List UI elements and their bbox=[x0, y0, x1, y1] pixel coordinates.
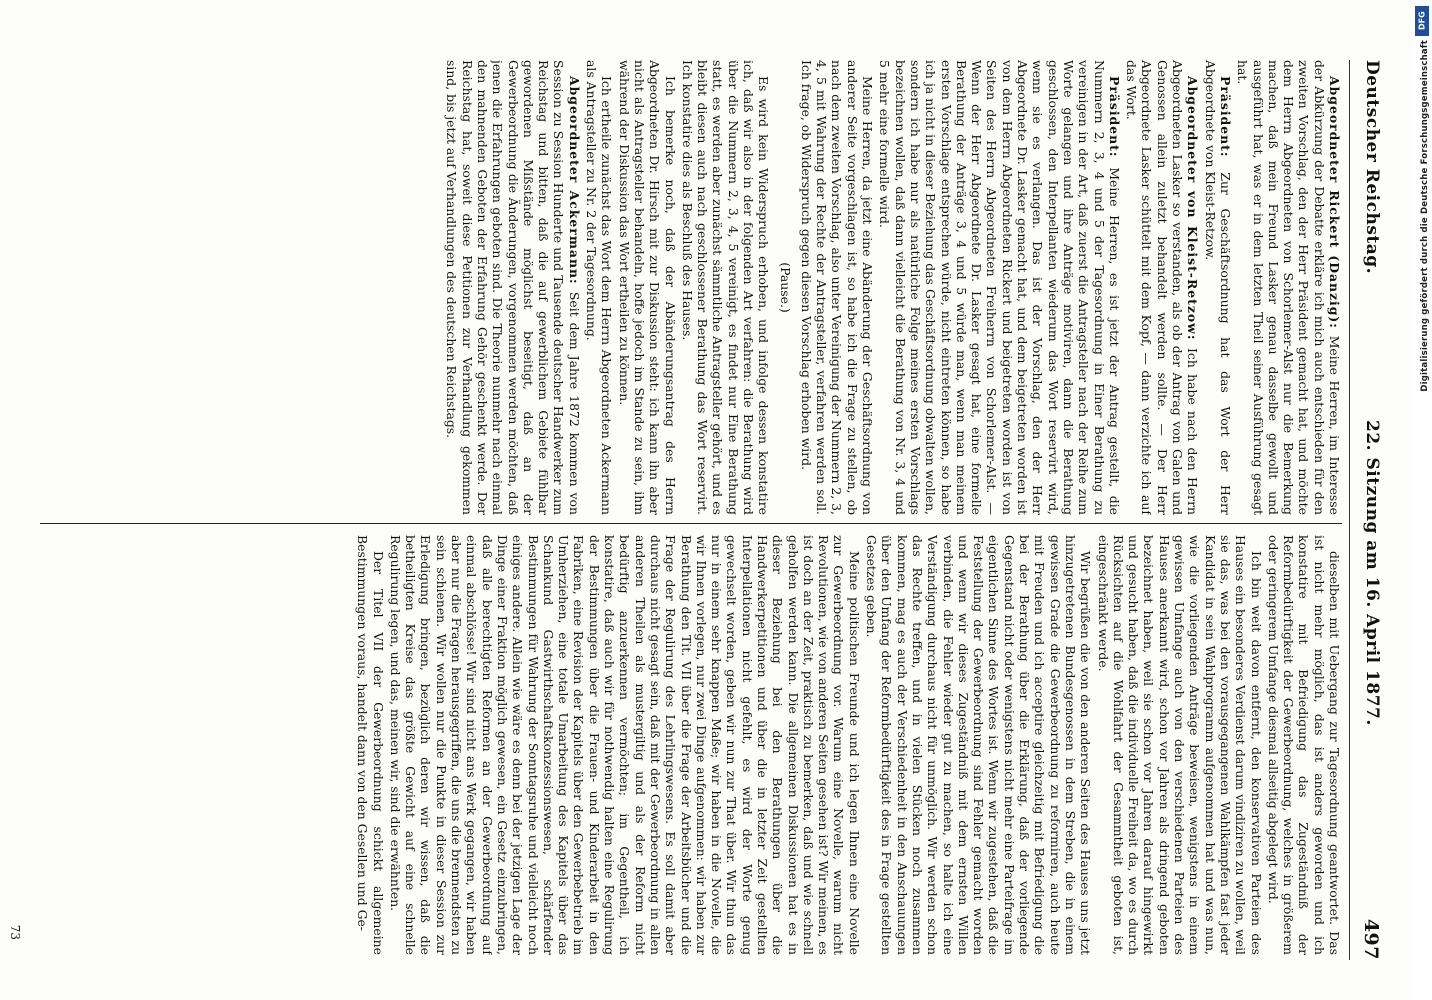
paragraph bbox=[444, 60, 582, 515]
paragraph bbox=[355, 535, 386, 955]
speaker-name: Präsident: bbox=[1217, 76, 1233, 173]
paragraph-text: dieselben mit Uebergang zur Tagesordnung geantwortet. Das ist nicht mehr möglich, das ist anders geworden und ich konstatire mit Befriedigung das Zugeständniß der Reformbedürftigkeit der Gewerbeordnung, welches in größerem oder geringerem Umfange diesmal allseitig abgelegt wird. bbox=[1265, 535, 1342, 955]
speaker-name: Abgeordneter Rickert (Danzig): bbox=[1327, 76, 1342, 336]
paragraph-text: Meine Herren, im Interesse der Abkürzung der Debatte erkläre ich mich auch entschieden für den zweiten Vorschlag, den der Herr Präsident gemacht hat, und möchte dem Herrn Abgeordneten von Schorlemer-Alst nur die Bemerkung machen, daß mein Freund Lasker genau dasselbe gewollt und ausgeführt hat, was er in dem letzten Theil seiner Ausführung gesagt hat. bbox=[1235, 60, 1342, 515]
left-column bbox=[30, 60, 1342, 515]
dfg-logo: DFG bbox=[1415, 6, 1429, 36]
paragraph-text: Der Titel VII der Gewerbeordnung schickt allgemeine Bestimmungen voraus, handelt dann von den Gesellen und Ge- bbox=[355, 535, 386, 955]
column-divider bbox=[40, 523, 1342, 524]
speaker-name: Abgeordneter von Kleist-Retzow: bbox=[1185, 76, 1201, 349]
paragraph-text: Ich bemerke noch, daß der Abänderungsantrag des Herrn Abgeordneten Dr. Hirsch mit zur Diskussion steht: ich kann ihn aber nicht als Antragsteller behandeln, hoffe jedoch im Stande zu sein, ihm während der Diskussion das Wort ertheilen zu können. bbox=[616, 60, 678, 515]
paragraph-text: Wir begrüßen die von den anderen Seiten des Hauses uns jetzt hinzugetretenen Bundesgenossen in dem Streben, die in einem gewissen Grade die Gewerbeordnung zu reformiren, auch heute mit Freuden und ich acceptire gleichzeitig mit Befriedigung die bei der Berathung über die Erklärung, daß der vorliegende Gegenstand nicht oder wenigstens nicht mehr eine Parteifrage im eigentlichen Sinne des Wortes ist. Wenn wir zugestehen, daß die Feststellung der Gewerbeordnung sind Fehler gemacht worden und wenn wir dieses Zugeständniß mit dem ernsten Willen verbinden, die Fehler wieder gut zu machen, so halte ich eine Verständigung durchaus nicht für unmöglich. Wir werden schon das Rechte treffen, und in vielen Stücken noch zusammen kommen, mag es auch der Verschiedenheit in den Anschauungen über den Umfang der Reformbedürftigkeit des in Frage gestellten Gesetzes geben. bbox=[864, 535, 1094, 955]
paragraph bbox=[799, 60, 875, 515]
speaker-name: Präsident: bbox=[1106, 76, 1122, 168]
paragraph bbox=[1202, 60, 1233, 515]
sheet-signature: 73 bbox=[8, 924, 22, 940]
paragraph-text: Zur Geschäftsordnung hat das Wort der Herr Abgeordnete von Kleist-Retzow. bbox=[1202, 60, 1233, 515]
paragraph bbox=[616, 60, 677, 515]
paragraph bbox=[680, 60, 772, 515]
paragraph-text: Ich habe nach den Herrn Abgeordneten Lasker so verstanden, als ob der Antrag von Galen und Genossen allein zuletzt behandelt werden sollte. — Der Herr Abgeordnete Lasker schüttelt mit dem Kopf, — dann verzichte ich auf das Wort. bbox=[1124, 60, 1201, 515]
right-column bbox=[30, 535, 1342, 955]
paragraph bbox=[777, 60, 792, 515]
session-title: 22. Sitzung am 16. April 1877. bbox=[1362, 420, 1382, 726]
dfg-label: Digitalisierung gefördert durch die Deutsche Forschungsgemeinschaft bbox=[1420, 40, 1430, 392]
paragraph bbox=[1266, 535, 1342, 955]
paragraph bbox=[864, 535, 1093, 955]
paragraph-text: Meine politischen Freunde und ich legen Ihnen eine Novelle zur Gewerbeordnung vor. Warum eine Novelle, warum nicht Revolutionen, wie von anderen Seiten gesehen ist? Wir meinen, es ist doch an der Zeit, praktisch zu bemerken, daß und wie schnell geholfen werden kann. Die allgemeinen Diskussionen hat es in dieser Beziehung bei den Berathungen über die Handwerkerpetitionen und über die in letzter Zeit gestellten Interpellationen nicht gefehlt, es wird der Worte genug gewechselt worden, geben wir nun zur That über. Wir thun das nur in einem sehr knappen Maße; wir haben in die Novelle, die wir Ihnen vorlegen, nur zwei Dinge aufgenommen: wir haben zur Berathung den Tit. VII über die Frage der Arbeitsbücher und die Frage der Regulirung des Lehrlingswesens. Es soll damit aber durchaus nicht gesagt sein, daß mit der Gewerbeordnung in allen anderen Theilen als mustergiltig und als der Reform nicht bedürftig anzuerkennen vermöchten; im Gegentheil, ich konstatire, daß auch wir für nothwendig halten eine Regulirung der Bestimmungen über die Frauen- und Kinderarbeit in den Fabriken, eine Revision der Kapitels über den Gewerbebetrieb im Umherziehen, eine totale Umarbeitung des Kapitels über das Schankund Gastwirthschaftskonzessionswesen, schärfender Bestimmungen für Wahrung der Sonntagsruhe und vielleicht noch einiges andere. Allein wie wäre es denn bei der jetzigen Lage der Dinge einer Fraktion möglich gewesen, ein Gesetz einzubringen, daß alle berechtigten Reformen an der Gewerbeordnung auf einmal abschlösse! Wir sind nicht ans Werk gegangen, wir haben aber nur die Fragen herausgegriffen, die uns die brennendsten zu sein schienen. Wir wollen nur die Punkte in dieser Session zur Erledigung bringen, bezüglich deren wir wissen, daß die betheiligten Kreise das größte Gewicht auf eine schnelle Regulirung legen, und das, meinen wir, sind die erwähnten. bbox=[387, 535, 862, 955]
page-number: 497 bbox=[1360, 918, 1382, 960]
paragraph-text: Seit dem Jahre 1872 kommen von Session zu Session Hunderte und Tausende deutscher Handwerker zum Reichstag und bitten, daß die auf gewerblichem Gebiete fühlbar gewordenen Mißstände möglichst beseitigt, daß an der Gewerbeordnung die Änderungen, vorgenommen werden möchten, daß jenen die Erfahrungen geboten sind. Die Theorie nunmehr nach einmal den mahnenden Geboten der Erfahrung Gehör geschenkt werde. Der Reichstag hat, soweit diese Petitionen zur Verhandlung gekommen sind, bis jetzt auf Verhandlungen des deutschen Reichstags. bbox=[444, 60, 582, 515]
paragraph-text: Meine Herren, es ist jetzt der Antrag gestellt, die Nummern 2, 3, 4 und 5 der Tagesordnung in Einer Berathung zu vereinigen in der Art, daß zuerst die Antragsteller nach der Reihe zum Worte gelangen und ihre Anträge motiviren, dann die Berathung geschlossen, den Interpellanten wiederum das Wort reservirt wird, wenn sie es verlangen. Das ist der Vorschlag, den der Herr Abgeordnete Dr. Lasker gemacht hat, und dem beigetreten worden ist von dem Herrn Abgeordneten Rickert und beigetreten worden ist von Seiten des Herrn Abgeordneten Freiherrn von Schorlemer-Alst. — Wenn der Herr Abgeordnete Dr. Lasker gesagt hat, eine formelle Berathung der Anträge 3, 4 und 5 würde man, wenn man meinem ersten Vorschlage entsprechen würde, nicht eintreten können, so habe ich ja nicht in dieser Beziehung das Geschäftsordnung obwalten wollen, sondern ich habe nur als natürliche Folge meines ersten Vorschlags bezeichnen wollen, daß dann vielleicht die Berathung von Nr. 3, 4 und 5 mehr eine formelle wird. bbox=[877, 60, 1122, 515]
page-header bbox=[1350, 60, 1390, 960]
dfg-strip bbox=[1410, 0, 1432, 1000]
paragraph bbox=[877, 60, 1122, 515]
journal-title: Deutscher Reichstag. bbox=[1362, 60, 1382, 275]
paragraph bbox=[1095, 535, 1263, 955]
paragraph-text: Meine Herren, da jetzt eine Abänderung der Geschäftsordnung von anderer Seite vorgeschlagen ist, so habe ich die Frage zu stellen, ob nach dem zweiten Vorschlag, also unter Vereinigung der Nummern 2, 3, 4, 5 mit Wahrung der Rechte der Antragsteller, verfahren werden soll. Ich frage, ob Widerspruch gegen diesen Vorschlag erhoben wird. bbox=[798, 60, 876, 515]
speaker-name: Abgeordneter Ackermann: bbox=[566, 76, 582, 292]
paragraph bbox=[1124, 60, 1200, 515]
paragraph-text: Ich ertheile zunächst das Wort dem Herrn Abgeordneten Ackermann als Antragsteller zu Nr. 2 der Tagesordnung. bbox=[584, 60, 615, 515]
paragraph-text: Ich bin weit davon entfernt, den konservativen Parteien des Hauses ein besonderes Verdienst darum vindiziren zu wollen, weil sie das, was bei den vorausgegangenen Wahlkämpfen fast jeder Kandidat in sein Wahlprogramm aufgenommen hat und was nun, wie die vorliegenden Anträge beweisen, wenigstens in einem gewissen Umfange auch von den verschiedenen Parteien des Hauses anerkannt wird, schon vor Jahren als dringend geboten bezeichnet haben, weil sie schon vor Jahren darauf hingewirkt und gesucht haben, daß die individuelle Freiheit da, wo es durch Rücksichten auf die Wohlfahrt der Gesammtheit geboten ist, eingeschränkt werde. bbox=[1095, 535, 1264, 955]
paragraph bbox=[1235, 60, 1342, 515]
header-rule bbox=[1349, 60, 1350, 960]
paragraph bbox=[388, 535, 862, 955]
paragraph-text: Es wird kein Widerspruch erhoben, und infolge dessen konstatire ich, daß wir also in der folgenden Art verfahren: die Berathung wird über die Nummern 2, 3, 4, 5 vereinigt, es findet nur Eine Berathung statt, es werden aber zunächst sämmtliche Antragsteller gehört, und es bleibt diesen auch nach geschlossener Berathung das Wort reservirt. Ich konstatire dies als Beschluß des Hauses. bbox=[679, 60, 772, 515]
paragraph bbox=[584, 60, 615, 515]
paragraph-text: (Pause.) bbox=[777, 262, 793, 313]
